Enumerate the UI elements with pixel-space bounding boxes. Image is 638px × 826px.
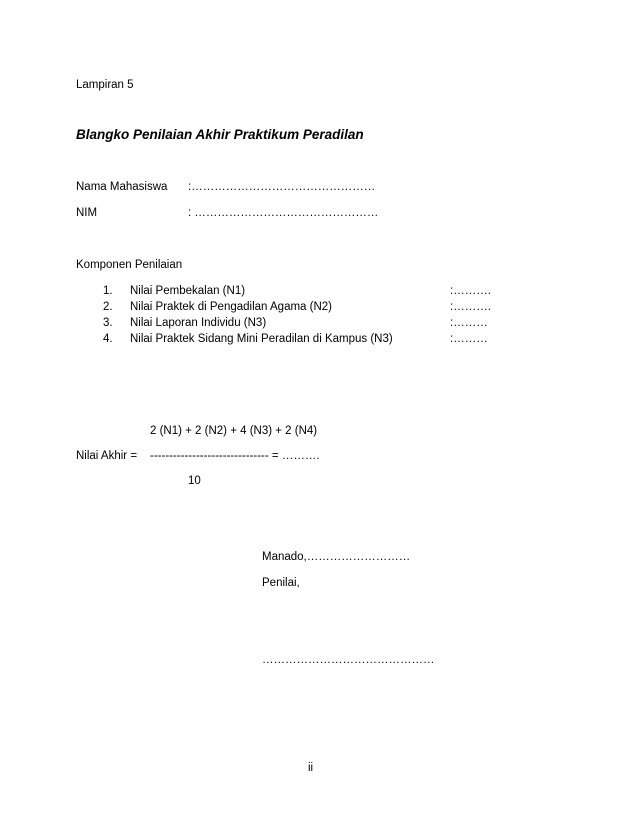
list-item-label: Nilai Pembekalan (N1) [130, 285, 246, 297]
komponen-heading: Komponen Penilaian [76, 259, 183, 271]
list-item-score: :………. [450, 285, 491, 297]
list-item-number: 3. [103, 317, 113, 329]
formula-divider: ------------------------------- = ………. [150, 450, 320, 462]
list-item-score: :………. [450, 301, 491, 313]
list-item-score: :……… [450, 317, 488, 329]
list-item-number: 4. [103, 333, 113, 345]
formula-numerator: 2 (N1) + 2 (N2) + 4 (N3) + 2 (N4) [150, 425, 318, 437]
field-value-nim: : ………………………………………… [188, 207, 379, 219]
formula-label: Nilai Akhir = [76, 450, 138, 462]
page-number: ii [308, 762, 314, 774]
list-item-label: Nilai Praktek di Pengadilan Agama (N2) [130, 301, 332, 313]
field-value-nama: :………………………………………… [188, 181, 376, 193]
formula-denominator: 10 [188, 475, 201, 487]
list-item-number: 1. [103, 285, 113, 297]
list-item-score: :……… [450, 333, 488, 345]
document-title: Blangko Penilaian Akhir Praktikum Peradilan [76, 127, 364, 142]
list-item-number: 2. [103, 301, 113, 313]
list-item-label: Nilai Laporan Individu (N3) [130, 317, 267, 329]
list-item-label: Nilai Praktek Sidang Mini Peradilan di Kampus (N3) [130, 333, 393, 345]
signature-role: Penilai, [262, 577, 300, 589]
signature-line: ……………………………………… [262, 654, 435, 666]
signature-place-date: Manado,……………………… [262, 551, 411, 563]
field-label-nim: NIM [76, 207, 98, 219]
lampiran-label: Lampiran 5 [76, 79, 134, 91]
field-label-nama: Nama Mahasiswa [76, 181, 168, 193]
